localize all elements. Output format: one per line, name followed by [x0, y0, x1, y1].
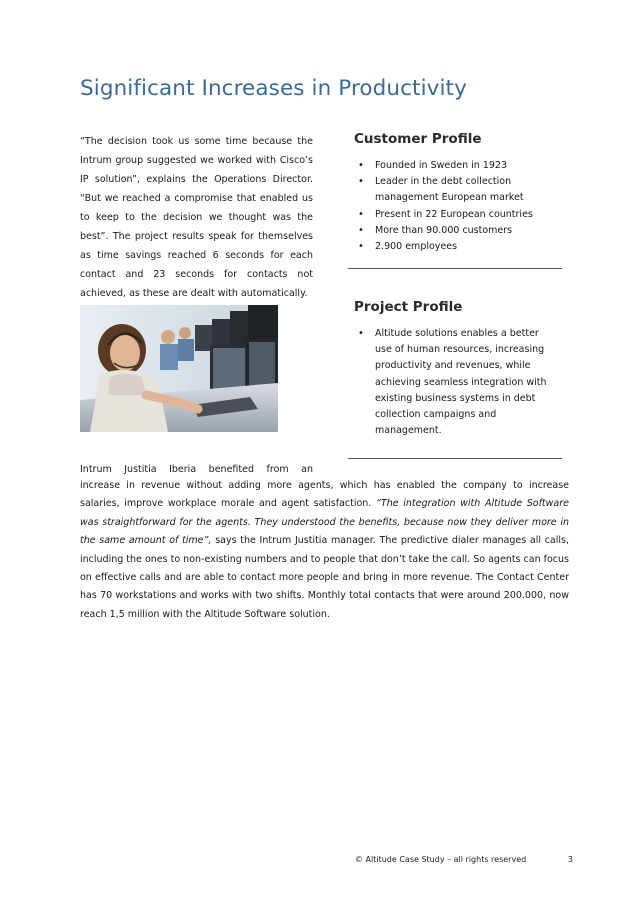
- intro-line: Intrum Justitia Iberia benefited from an: [80, 464, 313, 475]
- project-profile-list: [357, 326, 557, 439]
- quote-text-last-line: achieved, as these are dealt with automatically.: [80, 288, 308, 299]
- quote-text: “The decision took us some time because the Intrum group suggested we worked with Cisco’s IP solution”, explains the Operations Director. “But we reached a compromise that enabled us to keep to the decision we thought was the best”. The project results speak for themselves as time savings reached 6 seconds for each contact and 23 seconds for contacts not: [80, 136, 313, 280]
- list-item: • Leader in the debt collection management European market: [357, 174, 557, 206]
- section-divider: [348, 458, 562, 459]
- quote-column: [80, 132, 313, 303]
- call-center-photo: [80, 305, 278, 432]
- customer-profile-title: Customer Profile: [354, 131, 482, 147]
- section-divider: [348, 268, 562, 269]
- list-item: • 2.900 employees: [357, 239, 557, 255]
- list-item: • Present in 22 European countries: [357, 207, 557, 223]
- list-item: • Founded in Sweden in 1923: [357, 158, 557, 174]
- project-profile-title: Project Profile: [354, 299, 463, 315]
- manager-quote: “The integration with Altitude Software was straightforward for the agents. They understood the benefits, because now they deliver more in the same amount of time”,: [80, 498, 569, 547]
- copyright-text: © Altitude Case Study – all rights reserved: [355, 855, 527, 864]
- list-item: • Altitude solutions enables a better use of human resources, increasing productivity and revenues, while achieving seamless integration with existing business systems in debt collection campaigns and management.: [357, 326, 557, 439]
- body-text-part1: increase in revenue without adding more agents, which has enabled the company to increase salaries, improve workplace morale and agent satisfaction.: [80, 480, 569, 510]
- page-number: 3: [567, 855, 573, 864]
- body-paragraph: [80, 477, 569, 624]
- page-footer: [355, 855, 573, 864]
- page-title: Significant Increases in Productivity: [80, 76, 467, 101]
- list-item: • More than 90.000 customers: [357, 223, 557, 239]
- body-text-part2: says the Intrum Justitia manager. The predictive dialer manages all calls, including the ones to non-existing numbers and to people that don’t take the call. So agents can focus on effective calls and are able to contact more people and bring in more revenue. The Contact Center has 70 workstations and works with two shifts. Monthly total contacts that were around 200.000, now reach 1,5 million with the Altitude Software solution.: [80, 535, 569, 620]
- customer-profile-list: [357, 158, 557, 255]
